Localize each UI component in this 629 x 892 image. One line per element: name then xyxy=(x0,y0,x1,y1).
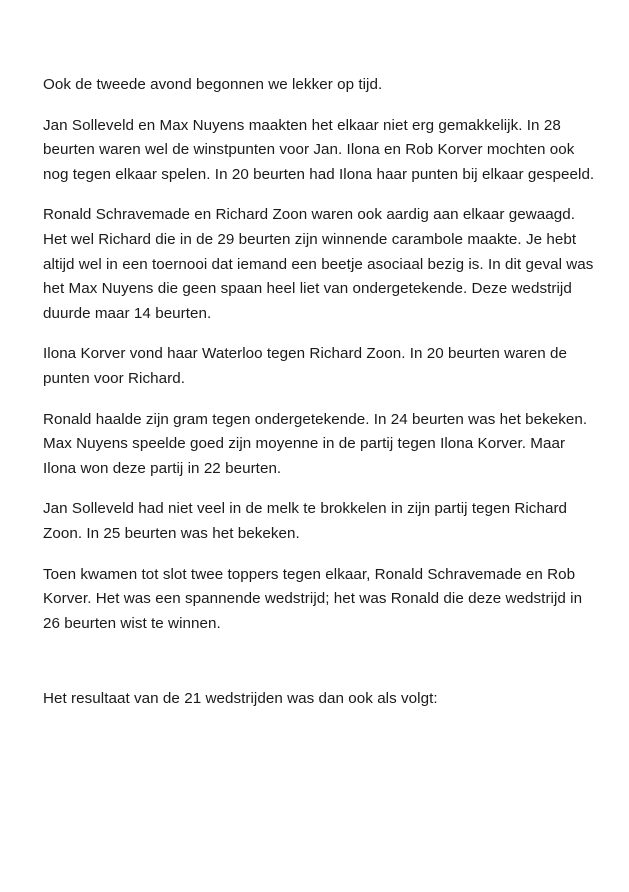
paragraph-solleveld-nuyens: Jan Solleveld en Max Nuyens maakten het elkaar niet erg gemakkelijk. In 28 beurten waren wel de winstpunten voor Jan. Ilona en Rob Korver mochten ook nog tegen elkaar spelen. In 20 beurten had Ilona haar punten bij elkaar gespeeld. xyxy=(43,116,595,183)
paragraph-result: Het resultaat van de 21 wedstrijden was dan ook als volgt: xyxy=(43,690,438,708)
paragraph-solleveld-zoon: Jan Solleveld had niet veel in de melk te brokkelen in zijn partij tegen Richard Zoon. In 25 beurten was het bekeken. xyxy=(43,500,568,542)
paragraph-intro: Ook de tweede avond begonnen we lekker op tijd. xyxy=(43,76,383,93)
paragraph-schravemade-zoon: Ronald Schravemade en Richard Zoon waren ook aardig aan elkaar gewaagd. Het wel Richard die in de 29 beurten zijn winnende carambole maakte. Je hebt altijd wel in een toernooi dat iemand een beetje asociaal bezig is. In dit geval was het Max Nuyens die geen spaan heel liet van ondergetekende. Deze wedstrijd duurde maar 14 beurten. xyxy=(43,206,594,322)
paragraph-ronald-gram: Ronald haalde zijn gram tegen ondergetekende. In 24 beurten was het bekeken. Max Nuyens speelde goed zijn moyenne in de partij tegen Ilona Korver. Maar Ilona won deze partij in 22 beurten. xyxy=(43,410,588,477)
document-body xyxy=(43,73,598,728)
paragraph-korver-zoon: Ilona Korver vond haar Waterloo tegen Richard Zoon. In 20 beurten waren de punten voor Richard. xyxy=(43,345,568,387)
paragraph-toppers: Toen kwamen tot slot twee toppers tegen elkaar, Ronald Schravemade en Rob Korver. Het was een spannende wedstrijd; het was Ronald die deze wedstrijd in 26 beurten wist te winnen. xyxy=(43,565,583,632)
